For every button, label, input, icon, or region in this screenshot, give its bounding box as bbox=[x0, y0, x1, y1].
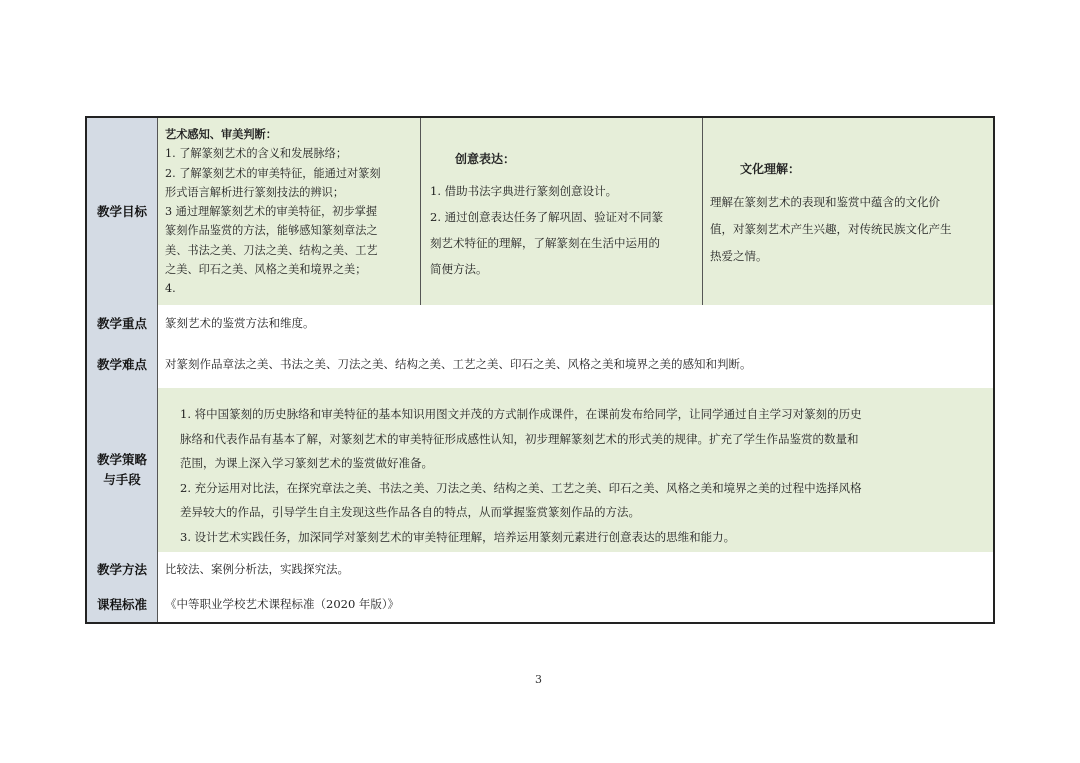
strategy-line: 脉络和代表作品有基本了解，对篆刻艺术的审美特征形成感性认知，初步理解篆刻艺术的形式美的规律。扩充了学生作品鉴赏的数量和 bbox=[180, 431, 859, 446]
row-label-methods: 教学方法 bbox=[87, 552, 158, 588]
standard-cell bbox=[158, 588, 993, 622]
table-row-goals bbox=[87, 118, 993, 306]
key-points-cell bbox=[158, 305, 993, 342]
goals-column-perception bbox=[158, 118, 421, 305]
perception-line: 3 通过理解篆刻艺术的审美特征，初步掌握 bbox=[165, 205, 378, 219]
goals-cell bbox=[158, 118, 993, 305]
creative-heading: 创意表达： bbox=[455, 152, 516, 166]
table-row-standard bbox=[87, 588, 993, 622]
culture-line: 值，对篆刻艺术产生兴趣，对传统民族文化产生 bbox=[710, 222, 952, 236]
creative-line: 刻艺术特征的理解，了解篆刻在生活中运用的 bbox=[430, 236, 660, 250]
creative-line: 简便方法。 bbox=[430, 262, 488, 276]
methods-text: 比较法、案例分析法，实践探究法。 bbox=[165, 562, 349, 577]
row-label-standard: 课程标准 bbox=[87, 588, 158, 622]
perception-line: 形式语言解析进行篆刻技法的辨识； bbox=[165, 185, 345, 199]
table-row-methods bbox=[87, 552, 993, 589]
row-label-goals: 教学目标 bbox=[87, 118, 158, 305]
row-label-key-points: 教学重点 bbox=[87, 305, 158, 342]
goals-column-culture bbox=[703, 118, 993, 305]
creative-line: 1. 借助书法字典进行篆刻创意设计。 bbox=[430, 184, 618, 198]
table-row-key-points bbox=[87, 305, 993, 343]
row-label-strategies-line1: 教学策略 bbox=[96, 452, 147, 467]
row-label-difficulties: 教学难点 bbox=[87, 342, 158, 388]
culture-line: 理解在篆刻艺术的表现和鉴赏中蕴含的文化价 bbox=[710, 195, 940, 209]
table-row-difficulties bbox=[87, 342, 993, 389]
perception-line: 之美、印石之美、风格之美和境界之美； bbox=[165, 263, 367, 277]
culture-heading: 文化理解： bbox=[740, 162, 801, 176]
perception-line: 美、书法之美、刀法之美、结构之美、工艺 bbox=[165, 243, 378, 257]
lesson-plan-table bbox=[85, 116, 995, 624]
strategies-cell bbox=[158, 388, 993, 552]
methods-cell bbox=[158, 552, 993, 588]
culture-line: 热爱之情。 bbox=[710, 249, 768, 263]
perception-line: 4. bbox=[165, 282, 176, 296]
row-label-strategies bbox=[87, 388, 158, 552]
strategy-line: 1. 将中国篆刻的历史脉络和审美特征的基本知识用图文并茂的方式制作成课件，在课前发布给同学，让同学通过自主学习对篆刻的历史 bbox=[180, 407, 862, 421]
page-number: 3 bbox=[535, 673, 542, 686]
difficulties-cell bbox=[158, 342, 993, 388]
difficulties-text: 对篆刻作品章法之美、书法之美、刀法之美、结构之美、工艺之美、印石之美、风格之美和境界之美的感知和判断。 bbox=[165, 357, 752, 372]
key-points-text: 篆刻艺术的鉴赏方法和维度。 bbox=[165, 315, 315, 330]
creative-line: 2. 通过创意表达任务了解巩固、验证对不同篆 bbox=[430, 210, 664, 224]
perception-line: 2. 了解篆刻艺术的审美特征，能通过对篆刻 bbox=[165, 166, 381, 180]
goals-column-creative bbox=[421, 118, 703, 305]
strategy-line: 范围，为课上深入学习篆刻艺术的鉴赏做好准备。 bbox=[180, 456, 433, 470]
strategy-line: 2. 充分运用对比法，在探究章法之美、书法之美、刀法之美、结构之美、工艺之美、印石之美、风格之美和境界之美的过程中选择风格 bbox=[180, 480, 862, 495]
perception-line: 篆刻作品鉴赏的方法，能够感知篆刻章法之 bbox=[165, 224, 378, 238]
perception-line: 1. 了解篆刻艺术的含义和发展脉络； bbox=[165, 147, 348, 161]
standard-text: 《中等职业学校艺术课程标准（2020 年版）》 bbox=[165, 597, 400, 612]
perception-heading: 艺术感知、审美判断： bbox=[165, 127, 277, 141]
strategy-line: 3. 设计艺术实践任务，加深同学对篆刻艺术的审美特征理解，培养运用篆刻元素进行创意表达的思维和能力。 bbox=[180, 529, 736, 544]
row-label-strategies-line2: 与手段 bbox=[103, 472, 141, 487]
strategy-line: 差异较大的作品，引导学生自主发现这些作品各自的特点，从而掌握鉴赏篆刻作品的方法。 bbox=[180, 505, 640, 519]
table-row-strategies bbox=[87, 388, 993, 553]
